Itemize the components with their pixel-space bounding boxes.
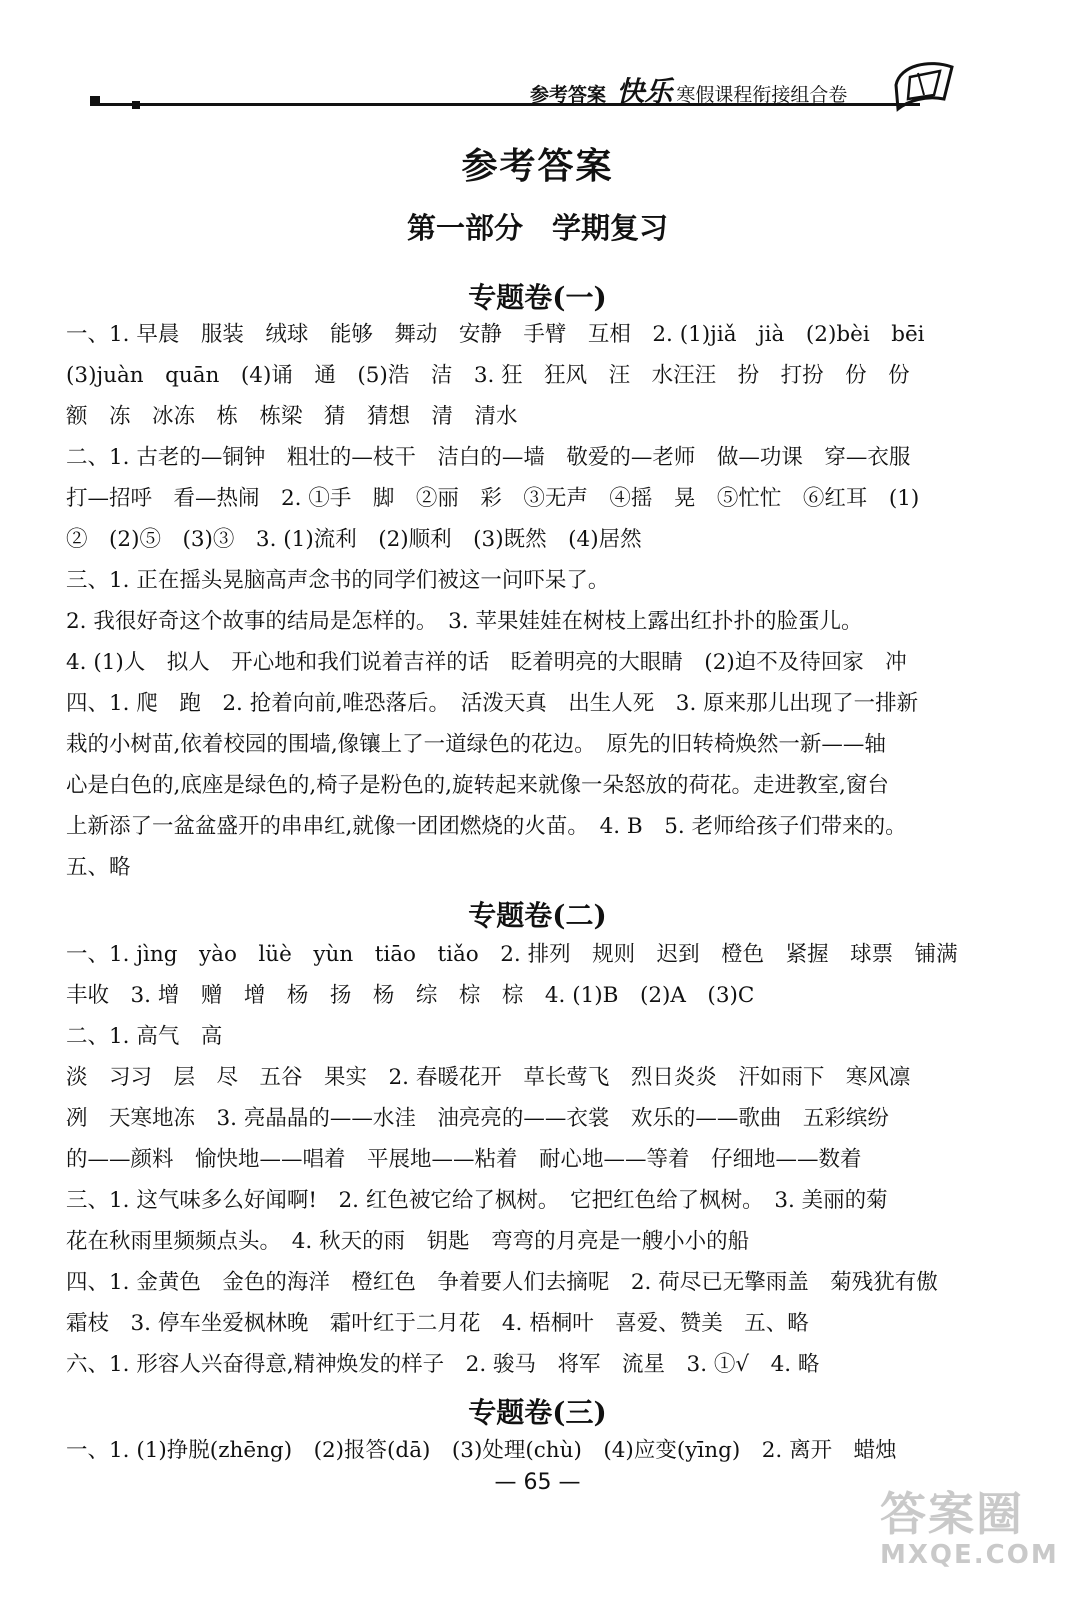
section-title-1: 专题卷(一) [468,281,607,314]
answer-line: 二、1. 高气 高 [66,1024,223,1049]
header-series-label: 寒假课程衔接组合卷 [676,84,848,106]
answer-line: 四、1. 爬 跑 2. 抢着向前,唯恐落后。 活泼天真 出生人死 3. 原来那儿出现了一排新 [66,691,919,716]
answer-line: 三、1. 这气味多么好闻啊! 2. 红色被它给了枫树。 它把红色给了枫树。 3. 美丽的菊 [66,1188,888,1213]
part-title: 第一部分 学期复习 [406,211,668,245]
watermark [880,1478,1060,1588]
answer-line: 额 冻 冰冻 栋 栋梁 猜 猜想 清 清水 [66,404,518,429]
answer-line: 的——颜料 愉快地——唱着 平展地——粘着 耐心地——等着 仔细地——数着 [66,1147,862,1172]
answer-line: 栽的小树苗,依着校园的围墙,像镶上了一道绿色的花边。 原先的旧转椅焕然一新——轴 [66,732,886,757]
answer-line: 六、1. 形容人兴奋得意,精神焕发的样子 2. 骏马 将军 流星 3. ①√ 4. 略 [66,1352,820,1377]
answer-line: 五、略 [66,855,131,880]
answer-line: 花在秋雨里频频点头。 4. 秋天的雨 钥匙 弯弯的月亮是一艘小小的船 [66,1229,750,1254]
section-title-2: 专题卷(二) [468,899,607,932]
header-answer-label: 参考答案 [530,84,607,106]
answer-line: ② (2)⑤ (3)③ 3. (1)流利 (2)顺利 (3)既然 (4)居然 [66,527,642,552]
answer-line: 2. 我很好奇这个故事的结局是怎样的。 3. 苹果娃娃在树枝上露出红扑扑的脸蛋儿。 [66,609,863,634]
answer-line: 霜枝 3. 停车坐爱枫林晚 霜叶红于二月花 4. 梧桐叶 喜爱、赞美 五、略 [66,1311,809,1336]
answer-line: 二、1. 古老的—铜钟 粗壮的—枝干 洁白的—墙 敬爱的—老师 做—功课 穿—衣服 [66,445,911,470]
answer-line: 一、1. 早晨 服装 绒球 能够 舞动 安静 手臂 互相 2. (1)jiǎ jià (2)bèi bēi [66,322,925,347]
page-title: 参考答案 [461,145,614,187]
watermark-logo-text: 答案圈 [880,1487,1024,1541]
answer-line: 上新添了一盆盆盛开的串串红,就像一团团燃烧的火苗。 4. B 5. 老师给孩子们带来的。 [66,814,907,839]
answer-line: 4. (1)人 拟人 开心地和我们说着吉祥的话 眨着明亮的大眼睛 (2)迫不及待回家 冲 [66,650,907,675]
answer-line: 心是白色的,底座是绿色的,椅子是粉色的,旋转起来就像一朵怒放的荷花。走进教室,窗台 [66,773,889,798]
watermark-url: MXQE.COM [880,1540,1059,1570]
header-happy-label: 快乐 [616,75,673,108]
answer-line: (3)juàn quān (4)诵 通 (5)浩 洁 3. 狂 狂风 汪 水汪汪 扮 打扮 份 份 [66,363,910,388]
answer-line: 打—招呼 看—热闹 2. ①手 脚 ②丽 彩 ③无声 ④摇 晃 ⑤忙忙 ⑥红耳 (1) [66,486,920,511]
answer-line: 淡 习习 层 尽 五谷 果实 2. 春暖花开 草长莺飞 烈日炎炎 汗如雨下 寒风凛 [66,1065,911,1090]
book-logo-icon [890,55,960,115]
header-series-title [530,70,847,110]
answer-line: 四、1. 金黄色 金色的海洋 橙红色 争着要人们去摘呢 2. 荷尽已无擎雨盖 菊残犹有傲 [66,1270,938,1295]
answer-line: 冽 天寒地冻 3. 亮晶晶的——水洼 油亮亮的——衣裳 欢乐的——歌曲 五彩缤纷 [66,1106,889,1131]
answer-line: 一、1. jìng yào lüè yùn tiāo tiǎo 2. 排列 规则 迟到 橙色 紧握 球票 铺满 [66,942,958,967]
answer-line: 三、1. 正在摇头晃脑高声念书的同学们被这一问吓呆了。 [66,568,610,593]
answer-line: 丰收 3. 增 赠 增 杨 扬 杨 综 棕 棕 4. (1)B (2)A (3)C [66,983,755,1008]
page-header [0,0,1075,120]
section-title-3: 专题卷(三) [468,1396,607,1429]
answer-line: 一、1. (1)挣脱(zhēng) (2)报答(dā) (3)处理(chù) (4)应变(yīng) 2. 离开 蜡烛 [66,1438,897,1463]
page-number: — 65 — [494,1470,581,1495]
